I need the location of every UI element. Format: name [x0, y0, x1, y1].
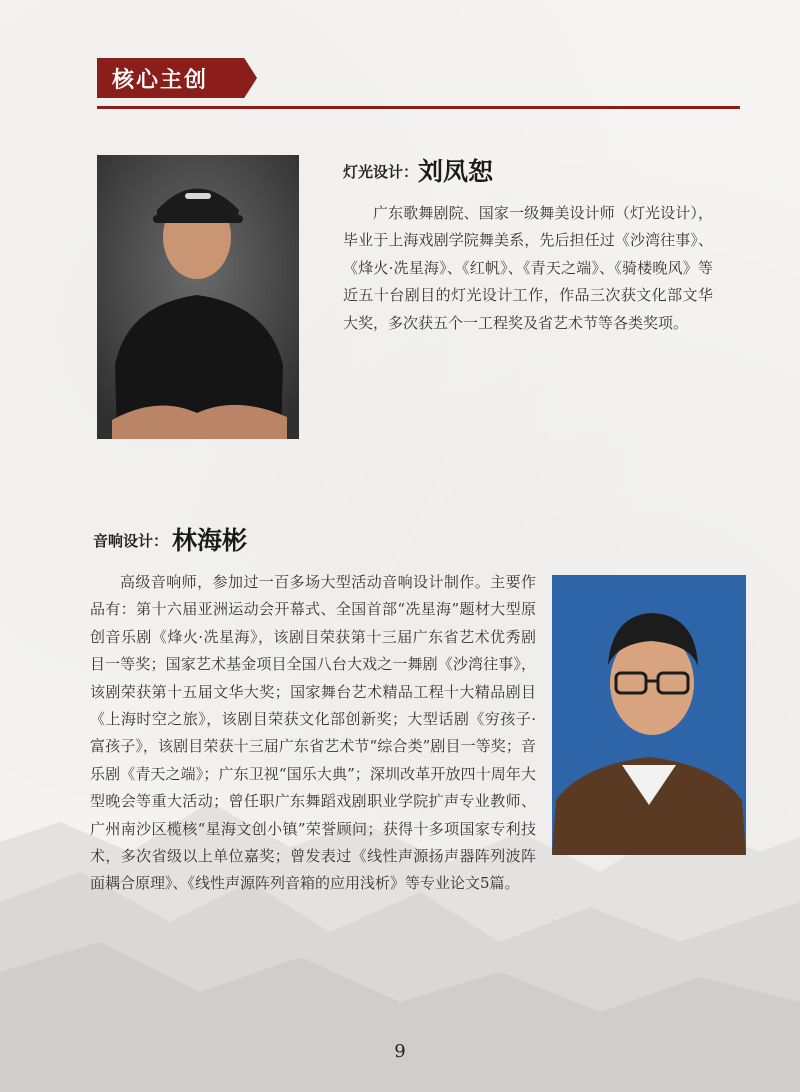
role-label-sound: 音响设计：	[93, 532, 169, 550]
section-divider	[97, 106, 740, 109]
page-number: 9	[394, 1041, 406, 1062]
bio-lighting-designer: 广东歌舞剧院、国家一级舞美设计师（灯光设计），毕业于上海戏剧学院舞美系，先后担任过《沙湾往事》、《烽火·冼星海》、《红帆》、《青天之端》、《骑楼晚风》等近五十台剧目的灯光设计工作，作品三次获文化部文华大奖，多次获五个一工程奖及省艺术节等各类奖项。	[343, 204, 713, 332]
role-label-lighting: 灯光设计：	[343, 163, 419, 181]
section-title: 核心主创	[112, 68, 209, 93]
name-lighting-designer: 刘凤恕	[418, 157, 494, 186]
portrait-lighting-designer	[97, 155, 299, 439]
bio-sound-designer: 高级音响师，参加过一百多场大型活动音响设计制作。主要作品有：第十六届亚洲运动会开幕式、全国首部“冼星海”题材大型原创音乐剧《烽火·冼星海》，该剧目荣获第十三届广东省艺术优秀剧目一等奖；国家艺术基金项目全国八台大戏之一舞剧《沙湾往事》，该剧荣获第十五届文华大奖；国家舞台艺术精品工程十大精品剧目《上海时空之旅》，该剧目荣获文化部创新奖；大型话剧《穷孩子·富孩子》，该剧目荣获十三届广东省艺术节“综合类”剧目一等奖；音乐剧《青天之端》；广东卫视“国乐大典”；深圳改革开放四十周年大型晚会等重大活动；曾任职广东舞蹈戏剧职业学院扩声专业教师、广州南沙区榄核“星海文创小镇”荣誉顾问；获得十多项国家专利技术，多次省级以上单位嘉奖；曾发表过《线性声源扬声器阵列波阵面耦合原理》、《线性声源阵列音箱的应用浅析》等专业论文5篇。	[90, 573, 536, 893]
name-sound-designer: 林海彬	[172, 526, 248, 555]
portrait-sound-designer	[552, 575, 746, 855]
